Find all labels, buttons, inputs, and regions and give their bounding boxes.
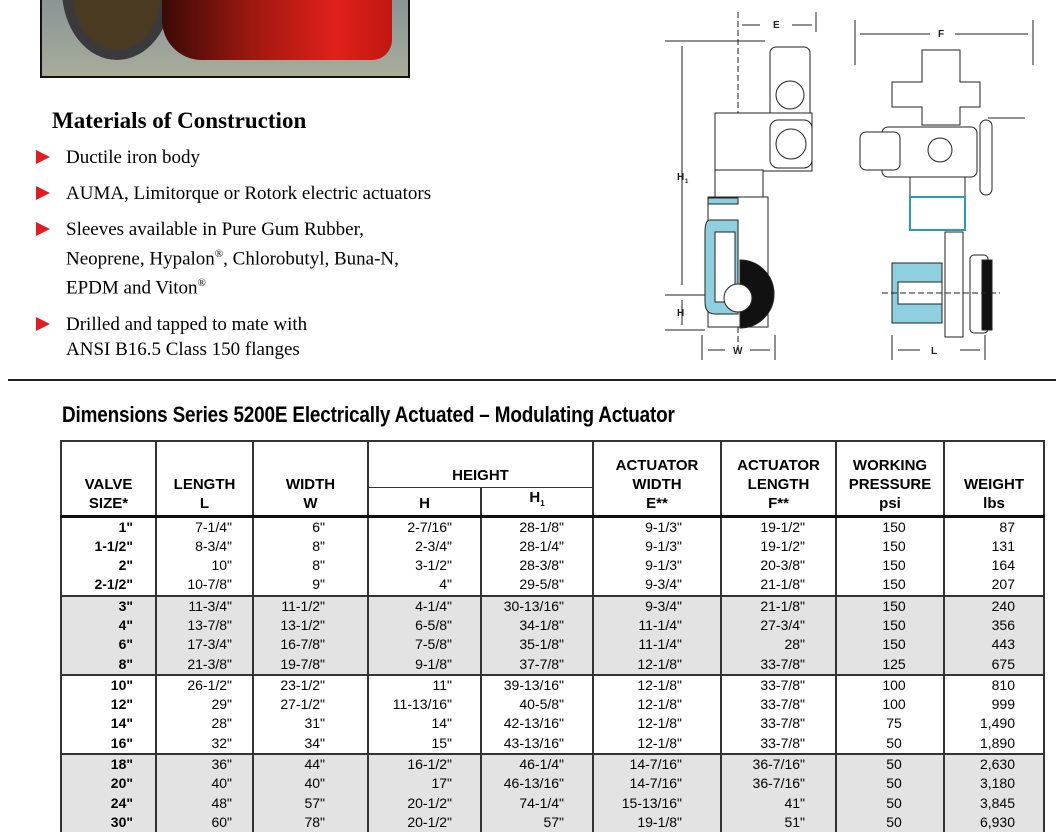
table-row [61,575,1044,595]
table-cell: 6,930 [944,813,1044,832]
table-cell: 12" [61,695,156,714]
table-row [61,596,1044,616]
table-cell: 33-7/8" [721,734,836,754]
table-cell: 240 [944,596,1044,616]
table-cell: 46-13/16" [481,774,593,793]
table-cell: 100 [836,675,944,695]
table-row [61,813,1044,832]
table-cell: 14-7/16" [593,774,721,793]
table-cell: 2" [61,556,156,575]
table-cell: 12-1/8" [593,655,721,675]
table-cell: 29-5/8" [481,575,593,595]
table-cell: 9-3/4" [593,575,721,595]
table-cell: 10" [156,556,253,575]
table-cell: 74-1/4" [481,794,593,813]
table-cell: 9-3/4" [593,596,721,616]
table-cell: 14-7/16" [593,754,721,774]
table-cell: 24" [61,794,156,813]
table-cell: 150 [836,575,944,595]
table-cell: 10" [61,675,156,695]
table-cell: 40" [253,774,368,793]
dimensions-table [60,440,1045,832]
list-item: Ductile iron body [36,145,496,170]
table-cell: 11-1/4" [593,635,721,654]
table-cell: 19-7/8" [253,655,368,675]
table-cell: 28-3/8" [481,556,593,575]
list-item: Sleeves available in Pure Gum Rubber, Neoprene, Hypalon®, Chlorobutyl, Buna-N, EPDM and Viton® [36,217,496,301]
table-cell: 9-1/3" [593,556,721,575]
valve-dimension-drawing [660,10,1050,360]
header-actuator-length: ACTUATOR LENGTH F** [721,441,836,516]
table-cell: 8" [61,655,156,675]
bullet-triangle-icon [36,186,50,200]
list-item: Drilled and tapped to mate with ANSI B16.5 Class 150 flanges [36,312,496,362]
table-cell: 35-1/8" [481,635,593,654]
table-cell: 11" [368,675,481,695]
table-cell: 36-7/16" [721,754,836,774]
table-cell: 33-7/8" [721,695,836,714]
table-cell: 999 [944,695,1044,714]
table-cell: 6" [253,516,368,537]
table-cell: 9-1/3" [593,537,721,556]
table-body [61,516,1044,832]
dimension-label-l: L [931,346,938,357]
table-cell: 11-1/4" [593,616,721,635]
table-cell: 19-1/2" [721,537,836,556]
table-cell: 150 [836,556,944,575]
svg-text:1: 1 [685,179,689,185]
header-length: LENGTH L [156,441,253,516]
table-cell: 31" [253,714,368,733]
table-row [61,556,1044,575]
table-cell: 33-7/8" [721,655,836,675]
table-cell: 1-1/2" [61,537,156,556]
table-cell: 10-7/8" [156,575,253,595]
table-cell: 3-1/2" [368,556,481,575]
table-cell: 44" [253,754,368,774]
materials-list [36,145,496,373]
table-cell: 36" [156,754,253,774]
table-cell: 30" [61,813,156,832]
header-height: HEIGHT [368,441,593,487]
dimension-label-h: H [677,308,685,319]
table-cell: 8" [253,556,368,575]
table-cell: 131 [944,537,1044,556]
table-cell: 33-7/8" [721,714,836,733]
table-cell: 150 [836,516,944,537]
table-cell: 20-1/2" [368,813,481,832]
table-cell: 33-7/8" [721,675,836,695]
table-row [61,754,1044,774]
table-cell: 50 [836,813,944,832]
table-row [61,774,1044,793]
table-cell: 6" [61,635,156,654]
table-cell: 1,490 [944,714,1044,733]
table-cell: 32" [156,734,253,754]
header-width: WIDTH W [253,441,368,516]
bullet-triangle-icon [36,317,50,331]
table-row [61,655,1044,675]
table-row [61,714,1044,733]
table-cell: 675 [944,655,1044,675]
table-cell: 26-1/2" [156,675,253,695]
table-cell: 9" [253,575,368,595]
table-cell: 4" [368,575,481,595]
table-cell: 34-1/8" [481,616,593,635]
table-cell: 11-1/2" [253,596,368,616]
table-cell: 443 [944,635,1044,654]
table-cell: 16-1/2" [368,754,481,774]
table-cell: 3" [61,596,156,616]
table-cell: 125 [836,655,944,675]
dimension-label-w: W [733,346,743,357]
table-cell: 7-1/4" [156,516,253,537]
table-cell: 7-5/8" [368,635,481,654]
table-row [61,516,1044,537]
table-cell: 4" [61,616,156,635]
section-divider [8,379,1056,381]
table-cell: 12-1/8" [593,734,721,754]
header-valve-size: VALVE SIZE* [61,441,156,516]
dimension-label-f: F [938,29,945,40]
table-row [61,794,1044,813]
table-cell: 14" [368,714,481,733]
table-cell: 78" [253,813,368,832]
table-cell: 17" [368,774,481,793]
table-cell: 2-7/16" [368,516,481,537]
table-cell: 20" [61,774,156,793]
table-cell: 40-5/8" [481,695,593,714]
valve-photo [40,0,410,78]
table-cell: 207 [944,575,1044,595]
table-cell: 27-3/4" [721,616,836,635]
table-cell: 150 [836,616,944,635]
table-cell: 18" [61,754,156,774]
table-cell: 16-7/8" [253,635,368,654]
table-cell: 8" [253,537,368,556]
table-row [61,695,1044,714]
table-cell: 28-1/4" [481,537,593,556]
table-cell: 356 [944,616,1044,635]
list-item: AUMA, Limitorque or Rotork electric actuators [36,181,496,206]
table-cell: 8-3/4" [156,537,253,556]
table-cell: 34" [253,734,368,754]
table-cell: 43-13/16" [481,734,593,754]
section-title: Dimensions Series 5200E Electrically Actuated – Modulating Actuator [62,402,675,427]
table-cell: 20-3/8" [721,556,836,575]
table-cell: 3,180 [944,774,1044,793]
table-cell: 12-1/8" [593,675,721,695]
table-cell: 48" [156,794,253,813]
table-row [61,537,1044,556]
table-cell: 20-1/2" [368,794,481,813]
table-cell: 27-1/2" [253,695,368,714]
table-cell: 28-1/8" [481,516,593,537]
table-cell: 17-3/4" [156,635,253,654]
table-cell: 9-1/3" [593,516,721,537]
dimension-label-h1: H [677,172,685,183]
table-cell: 57" [253,794,368,813]
table-cell: 100 [836,695,944,714]
table-cell: 1,890 [944,734,1044,754]
table-cell: 2,630 [944,754,1044,774]
table-cell: 150 [836,596,944,616]
table-row [61,734,1044,754]
table-cell: 42-13/16" [481,714,593,733]
table-cell: 13-7/8" [156,616,253,635]
table-cell: 21-3/8" [156,655,253,675]
table-cell: 14" [61,714,156,733]
table-cell: 9-1/8" [368,655,481,675]
table-cell: 13-1/2" [253,616,368,635]
table-cell: 2-1/2" [61,575,156,595]
table-row [61,635,1044,654]
table-cell: 23-1/2" [253,675,368,695]
header-h1: $H_1$ [481,487,593,516]
header-weight: WEIGHT lbs [944,441,1044,516]
table-cell: 810 [944,675,1044,695]
bullet-triangle-icon [36,150,50,164]
table-cell: 11-3/4" [156,596,253,616]
table-cell: 50 [836,794,944,813]
materials-heading: Materials of Construction [52,108,307,133]
header-actuator-width: ACTUATOR WIDTH E** [593,441,721,516]
bullet-triangle-icon [36,222,50,236]
table-cell: 28" [156,714,253,733]
table-cell: 60" [156,813,253,832]
table-cell: 57" [481,813,593,832]
table-cell: 6-5/8" [368,616,481,635]
table-cell: 150 [836,537,944,556]
table-cell: 19-1/2" [721,516,836,537]
table-cell: 29" [156,695,253,714]
table-cell: 19-1/8" [593,813,721,832]
table-cell: 3,845 [944,794,1044,813]
header-h: H [368,487,481,516]
table-cell: 46-1/4" [481,754,593,774]
table-row [61,675,1044,695]
table-cell: 50 [836,774,944,793]
table-cell: 12-1/8" [593,695,721,714]
table-cell: 150 [836,635,944,654]
table-cell: 164 [944,556,1044,575]
table-cell: 28" [721,635,836,654]
table-row [61,616,1044,635]
table-cell: 2-3/4" [368,537,481,556]
table-cell: 41" [721,794,836,813]
table-cell: 51" [721,813,836,832]
table-cell: 39-13/16" [481,675,593,695]
table-cell: 15-13/16" [593,794,721,813]
table-cell: 11-13/16" [368,695,481,714]
table-cell: 21-1/8" [721,596,836,616]
table-cell: 50 [836,754,944,774]
table-cell: 12-1/8" [593,714,721,733]
table-cell: 87 [944,516,1044,537]
table-cell: 21-1/8" [721,575,836,595]
table-cell: 36-7/16" [721,774,836,793]
table-cell: 40" [156,774,253,793]
table-cell: 4-1/4" [368,596,481,616]
dimension-label-e: E [773,20,780,31]
table-cell: 50 [836,734,944,754]
table-cell: 75 [836,714,944,733]
table-cell: 1" [61,516,156,537]
table-cell: 30-13/16" [481,596,593,616]
table-cell: 37-7/8" [481,655,593,675]
table-cell: 15" [368,734,481,754]
table-cell: 16" [61,734,156,754]
header-working-pressure: WORKING PRESSURE psi [836,441,944,516]
